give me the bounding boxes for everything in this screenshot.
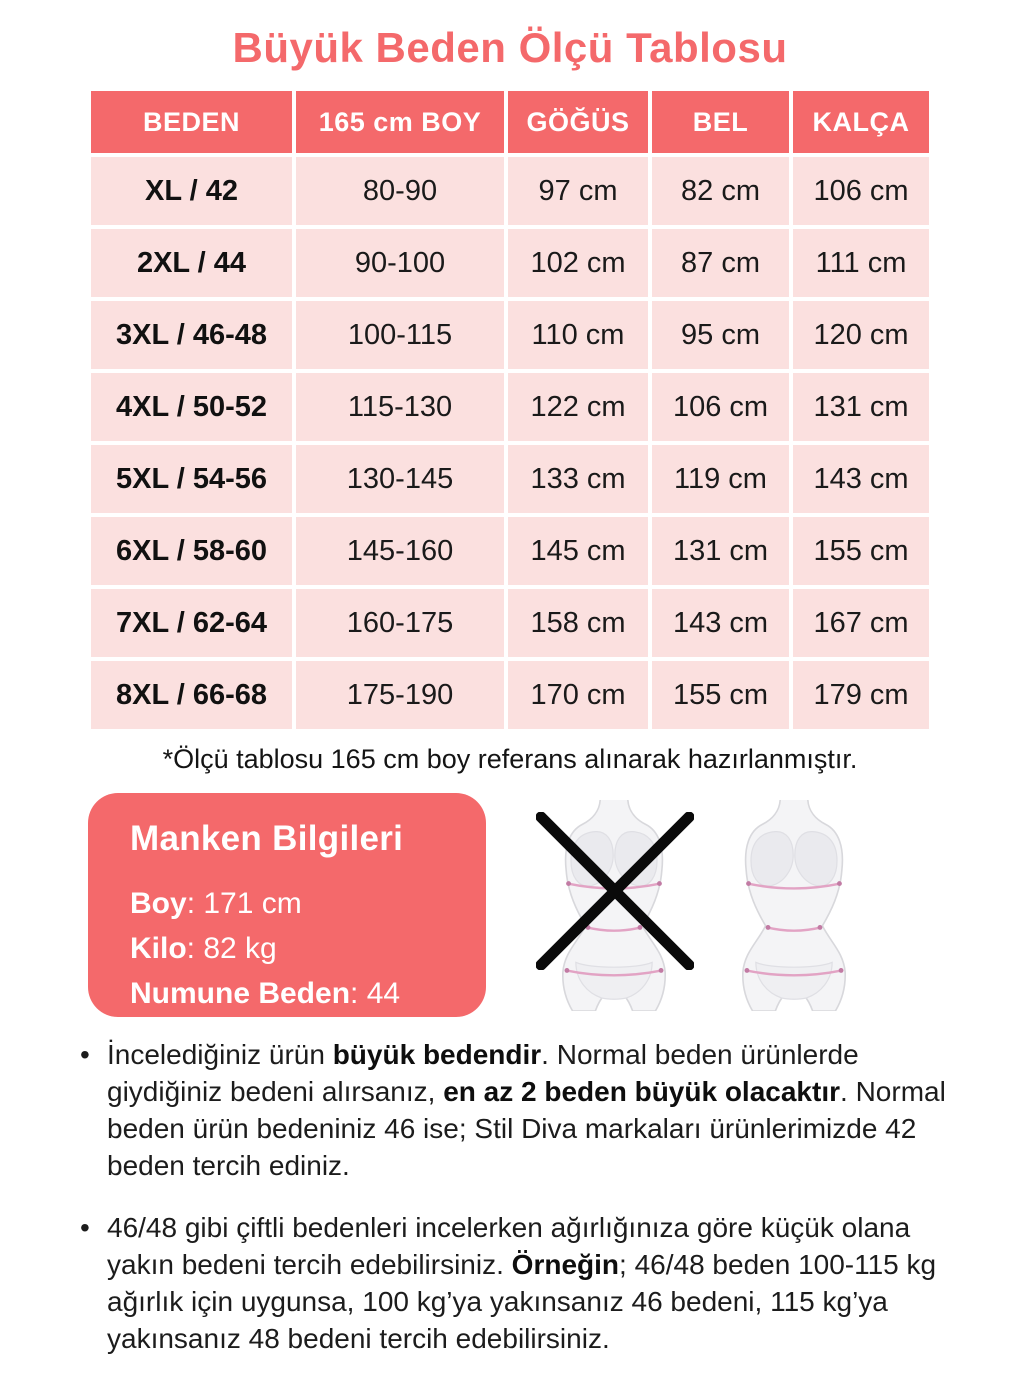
table-row — [91, 661, 929, 729]
cell-size: 2XL / 44 — [91, 229, 296, 301]
table-row — [91, 157, 929, 229]
header-cell-gogus: GÖĞÜS — [508, 91, 652, 157]
table-row — [91, 373, 929, 445]
model-weight-line — [130, 926, 466, 971]
model-weight-value: : 82 kg — [186, 932, 277, 965]
cell-hip: 111 cm — [793, 229, 929, 301]
table-footnote: *Ölçü tablosu 165 cm boy referans alınarak hazırlanmıştır. — [162, 744, 858, 774]
note-item — [80, 1209, 960, 1357]
cell-hip: 167 cm — [793, 589, 929, 661]
note-text: 46/48 gibi çiftli bedenleri incelerken ağırlığınıza göre küçük olana yakın bedeni tercih edebilirsiniz. Örneğin; 46/48 beden 100-115 kg ağırlık için uygunsa, 100 kg’ya yakınsanız 46 bedeni, 115 kg’ya yakınsanız 48 bedeni tercih edebilirsiniz. — [107, 1212, 937, 1354]
cell-size: 8XL / 66-68 — [91, 661, 296, 729]
model-height-value: : 171 cm — [186, 887, 302, 920]
table-row — [91, 589, 929, 661]
cell-hip: 120 cm — [793, 301, 929, 373]
cell-chest: 110 cm — [508, 301, 652, 373]
model-height-label: Boy — [130, 887, 187, 920]
cell-waist: 106 cm — [652, 373, 793, 445]
cell-weight-range: 145-160 — [296, 517, 508, 589]
cell-hip: 143 cm — [793, 445, 929, 517]
model-info-title: Manken Bilgileri — [130, 819, 404, 858]
cell-waist: 82 cm — [652, 157, 793, 229]
cell-weight-range: 80-90 — [296, 157, 508, 229]
cell-chest: 145 cm — [508, 517, 652, 589]
table-row — [91, 517, 929, 589]
header-cell-boy: 165 cm BOY — [296, 91, 508, 157]
cell-chest: 170 cm — [508, 661, 652, 729]
note-item — [80, 1036, 960, 1184]
table-row — [91, 445, 929, 517]
cell-weight-range: 175-190 — [296, 661, 508, 729]
cell-waist: 155 cm — [652, 661, 793, 729]
model-sample-size-label: Numune Beden — [130, 977, 351, 1010]
model-weight-label: Kilo — [130, 932, 187, 965]
cell-hip: 179 cm — [793, 661, 929, 729]
female-figure-icon — [733, 800, 855, 1011]
cell-size: 7XL / 62-64 — [91, 589, 296, 661]
cell-size: XL / 42 — [91, 157, 296, 229]
cell-waist: 143 cm — [652, 589, 793, 661]
cell-size: 3XL / 46-48 — [91, 301, 296, 373]
cell-chest: 102 cm — [508, 229, 652, 301]
cell-chest: 133 cm — [508, 445, 652, 517]
cell-waist: 95 cm — [652, 301, 793, 373]
cell-hip: 131 cm — [793, 373, 929, 445]
cell-hip: 106 cm — [793, 157, 929, 229]
cell-size: 5XL / 54-56 — [91, 445, 296, 517]
bullet-dot: • — [80, 1039, 90, 1070]
size-table — [91, 91, 929, 729]
model-sample-size-line — [130, 971, 466, 1016]
cell-weight-range: 130-145 — [296, 445, 508, 517]
page-title: Büyük Beden Ölçü Tablosu — [232, 24, 788, 71]
note-text: İncelediğiniz ürün büyük bedendir. Normal beden ürünlerde giydiğiniz bedeni alırsanız, en az 2 beden büyük olacaktır. Normal beden ürün bedeniniz 46 ise; Stil Diva markaları ürünlerimizde 42 beden tercih ediniz. — [107, 1039, 946, 1181]
cell-waist: 87 cm — [652, 229, 793, 301]
cell-weight-range: 160-175 — [296, 589, 508, 661]
header-cell-kalca: KALÇA — [793, 91, 929, 157]
cell-waist: 119 cm — [652, 445, 793, 517]
bullet-dot: • — [80, 1212, 90, 1243]
table-row — [91, 229, 929, 301]
cell-chest: 97 cm — [508, 157, 652, 229]
cell-size: 4XL / 50-52 — [91, 373, 296, 445]
x-mark-icon — [536, 812, 694, 970]
header-cell-beden: BEDEN — [91, 91, 296, 157]
notes-section — [80, 1036, 960, 1382]
cell-weight-range: 115-130 — [296, 373, 508, 445]
cell-chest: 122 cm — [508, 373, 652, 445]
model-info-card — [88, 793, 486, 1017]
cell-chest: 158 cm — [508, 589, 652, 661]
model-sample-size-value: : 44 — [350, 977, 401, 1010]
cell-weight-range: 100-115 — [296, 301, 508, 373]
cell-size: 6XL / 58-60 — [91, 517, 296, 589]
header-cell-bel: BEL — [652, 91, 793, 157]
table-header-row — [91, 91, 929, 157]
model-height-line — [130, 881, 466, 926]
table-row — [91, 301, 929, 373]
cell-waist: 131 cm — [652, 517, 793, 589]
cell-weight-range: 90-100 — [296, 229, 508, 301]
cell-hip: 155 cm — [793, 517, 929, 589]
